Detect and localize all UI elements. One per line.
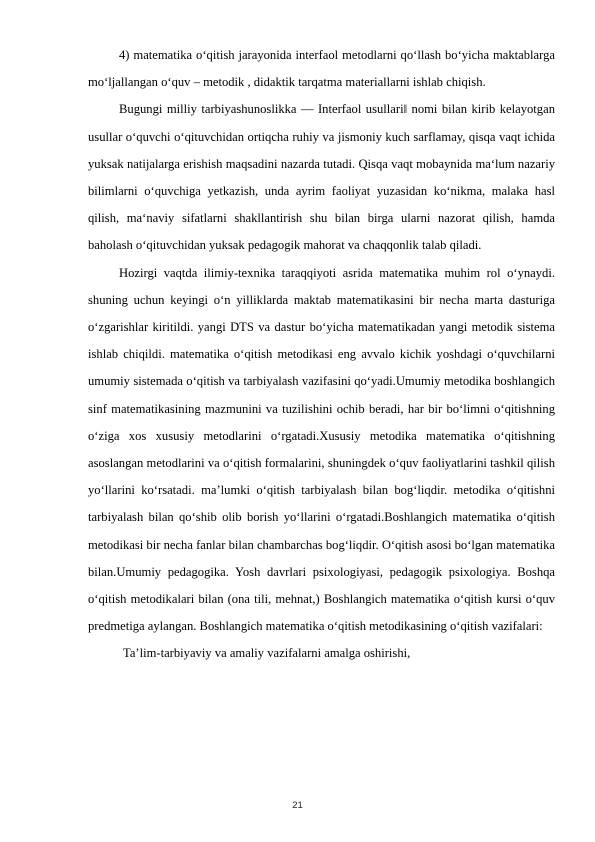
document-body (88, 42, 555, 668)
paragraph-interactive-methods: Bugungi milliy tarbiyashunoslikka — Interfaol usullari‖ nomi bilan kirib kelayotgan usullar o‘quvchi o‘qituvchidan ortiqcha ruhiy va jismoniy kuch sarflamay, qisqa vaqt ichida yuksak natijalarga erishish maqsadini nazarda tutadi. Qisqa vaqt mobaynida ma‘lum nazariy bilimlarni o‘quvchiga yetkazish, unda ayrim faoliyat yuzasidan ko‘nikma, malaka hasl qilish, ma‘naviy sifatlarni shakllantirish shu bilan birga ularni nazorat qilish, hamda baholash o‘qituvchidan yuksak pedagogik mahorat va chaqqonlik talab qiladi. (88, 102, 555, 253)
paragraph-objective-4: 4) matematika o‘qitish jarayonida interfaol metodlarni qo‘llash bo‘yicha maktablarga mo‘ljallangan o‘quv – metodik , didaktik tarqatma materiallarni ishlab chiqish. (88, 48, 555, 90)
paragraph-tasks-item: Ta’lim-tarbiyaviy va amaliy vazifalarni amalga oshirishi, (123, 646, 411, 661)
paragraph-methodology: Hozirgi vaqtda ilimiy-texnika taraqqiyoti asrida matematika muhim rol o‘ynaydi. shuning uchun keyingi o‘n yilliklarda maktab matematikasini bir necha marta dasturiga o‘zgarishlar kiritildi. yangi DTS va dastur bo‘yicha matematikadan yangi metodik sistema ishlab chiqildi. matematika o‘qitish metodikasi eng avvalo kichik yoshdagi o‘quvchilarni umumiy sistemada o‘qitish va tarbiyalash vazifasini qo‘yadi.Umumiy metodika boshlangich sinf matematikasining mazmunini va tuzilishini ochib beradi, har bir bo‘limni o‘qitishning o‘ziga xos xususiy metodlarini o‘rgatadi.Xususiy metodika matematika o‘qitishning asoslangan metodlarini va o‘qitish formalarini, shuningdek o‘quv faoliyatlarini tashkil qilish yo‘llarini ko‘rsatadi. ma’lumki o‘qitish tarbiyalash bilan bog‘liqdir. metodika o‘qitishni tarbiyalash bilan qo‘shib olib borish yo‘llarini o‘rgatadi.Boshlangich matematika o‘qitish metodikasi bir necha fanlar bilan chambarchas bog‘liqdir. O‘qitish asosi bo‘lgan matematika bilan.Umumiy pedagogika. Yosh davrlari psixologiyasi, pedagogik psixologiya. Boshqa o‘qitish metodikalari bilan (ona tili, mehnat,) Boshlangich matematika o‘qitish kursi o‘quv predmetiga aylangan. Boshlangich matematika o‘qitish metodikasining o‘qitish vazifalari: (88, 265, 555, 634)
page-number: 21 (292, 800, 303, 811)
